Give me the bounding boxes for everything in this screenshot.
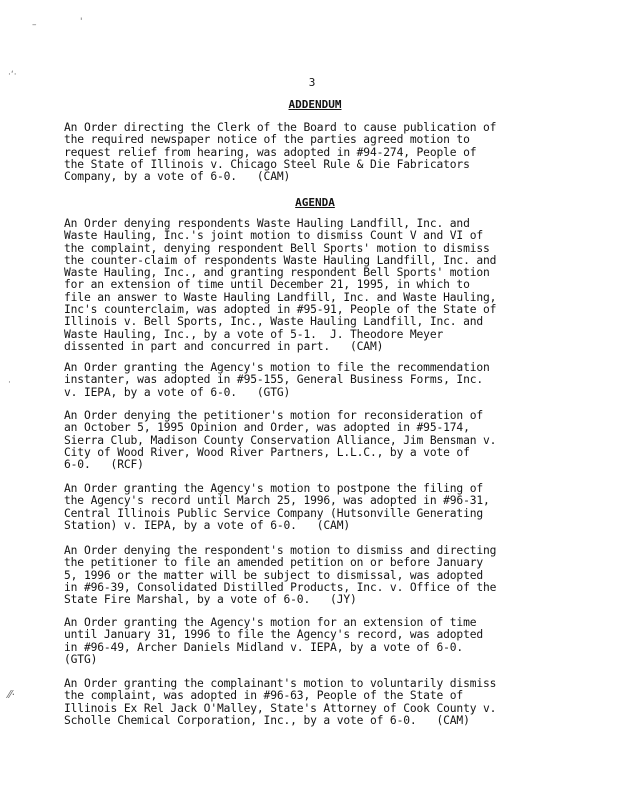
scan-mark-left: ·‘·: [8, 70, 17, 80]
agenda-paragraph: An Order granting the Agency's motion to postpone the filing of the Agency's record until March 25, 1996, was adopted in #96-31, Central Illinois Public Service Company (Hutsonville Generating Station) v. IEPA, by a vote of 6-0. (CAM): [64, 482, 490, 532]
scan-mark-top-2: ': [80, 17, 83, 27]
addendum-heading: ADDENDUM: [288, 98, 342, 111]
scan-mark-mid: ·: [8, 378, 11, 388]
agenda-paragraph: An Order denying respondents Waste Hauling Landfill, Inc. and Waste Hauling, Inc.'s joint motion to dismiss Count V and VI of the complaint, denying respondent Bell Sports' motion to dismiss the counter-claim of respondents Waste Hauling Landfill, Inc. and Waste Hauling, Inc., and granting respondent Bell Sports' motion for an extension of time until December 21, 1995, in which to file an answer to Waste Hauling Landfill, Inc. and Waste Hauling, Inc's counterclaim, was adopted in #95-91, People of the State of Illinois v. Bell Sports, Inc., Waste Hauling Landfill, Inc. and Waste Hauling, Inc., by a vote of 5-1. J. Theodore Meyer dissented in part and concurred in part. (CAM): [64, 217, 497, 353]
agenda-paragraph: An Order denying the respondent's motion to dismiss and directing the petitioner to file an amended petition on or before January 5, 1996 or the matter will be subject to dismissal, was adopted in #96-39, Consolidated Distilled Products, Inc. v. Office of the State Fire Marshal, by a vote of 6-0. (JY): [64, 544, 497, 607]
addendum-paragraph: An Order directing the Clerk of the Board to cause publication of the required newspaper notice of the parties agreed motion to request relief from hearing, was adopted in #94-274, People of the State of Illinois v. Chicago Steel Rule & Die Fabricators Company, by a vote of 6-0. (CAM): [64, 121, 497, 184]
page-number: 3: [308, 76, 316, 89]
agenda-paragraph: An Order granting the Agency's motion to file the recommendation instanter, was adopted in #95-155, General Business Forms, Inc. v. IEPA, by a vote of 6-0. (GTG): [64, 361, 490, 399]
agenda-paragraph: An Order granting the Agency's motion for an extension of time until January 31, 1996 to file the Agency's record, was adopted in #96-49, Archer Daniels Midland v. IEPA, by a vote of 6-0. (GTG): [64, 616, 484, 666]
agenda-paragraph: An Order denying the petitioner's motion for reconsideration of an October 5, 1995 Opinion and Order, was adopted in #95-174, Sierra Club, Madison County Conservation Alliance, Jim Bensman v. City of Wood River, Wood River Partners, L.L.C., by a vote of 6-0. (RCF): [64, 409, 497, 472]
scan-mark-top: –: [32, 20, 37, 30]
agenda-paragraph: An Order granting the complainant's motion to voluntarily dismiss the complaint, was adopted in #96-63, People of the State of Illinois Ex Rel Jack O'Malley, State's Attorney of Cook County v. Scholle Chemical Corporation, Inc., by a vote of 6-0. (CAM): [64, 677, 497, 727]
scan-mark-bottom: ⁄⁄·: [8, 688, 16, 701]
agenda-heading: AGENDA: [295, 196, 335, 209]
